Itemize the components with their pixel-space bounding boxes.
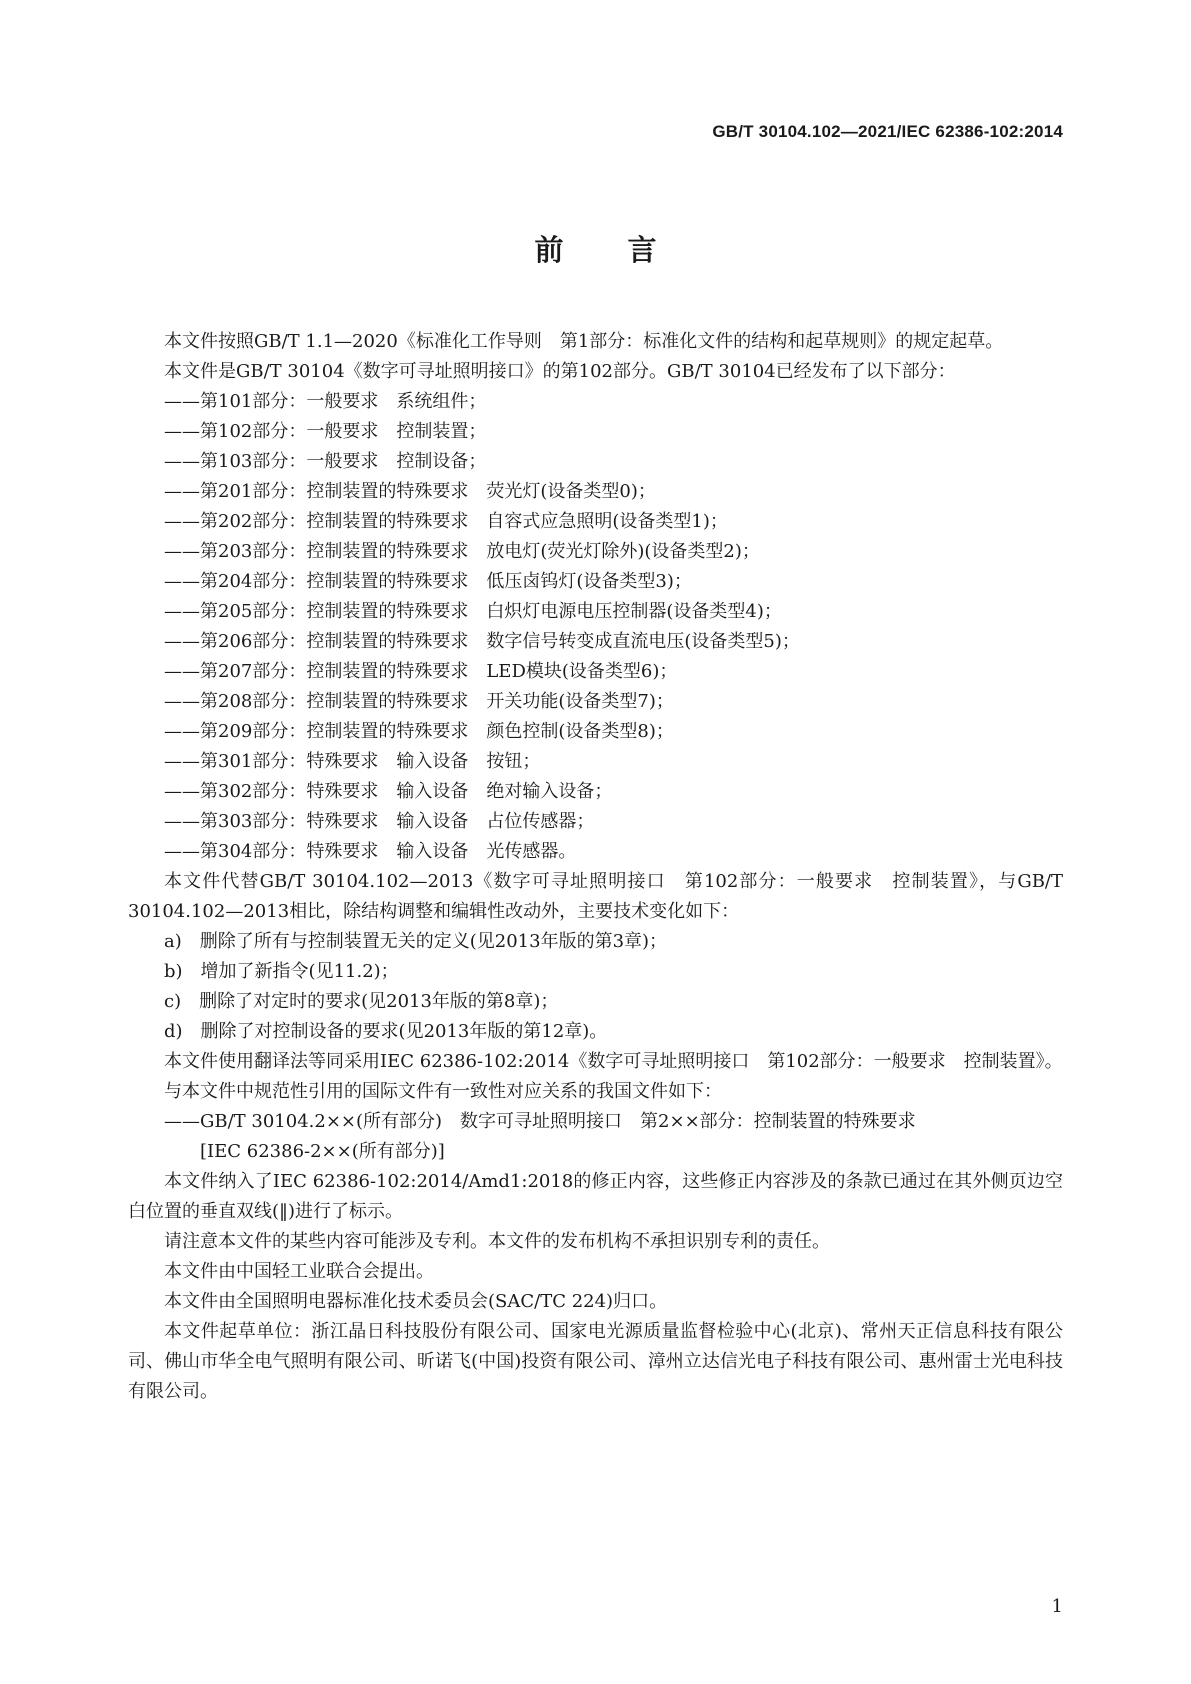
- title-char-left: 前: [534, 233, 564, 267]
- paragraph-adoption: 本文件使用翻译法等同采用IEC 62386-102:2014《数字可寻址照明接口 第102部分：一般要求 控制装置》。: [164, 1051, 1063, 1072]
- page-title: [0, 228, 1191, 269]
- paragraph-correspondence: 与本文件中规范性引用的国际文件有一致性对应关系的我国文件如下：: [164, 1081, 722, 1102]
- list-item-part: ——第207部分：控制装置的特殊要求 LED模块(设备类型6)；: [164, 661, 678, 682]
- list-item-reference: ——GB/T 30104.2××(所有部分) 数字可寻址照明接口 第2××部分：控制装置的特殊要求: [164, 1111, 916, 1132]
- list-item-part: ——第102部分：一般要求 控制装置；: [164, 421, 487, 442]
- list-item-part: ——第303部分：特殊要求 输入设备 占位传感器；: [164, 811, 595, 832]
- list-item-part: ——第101部分：一般要求 系统组件；: [164, 391, 487, 412]
- paragraph-drafting-units: 本文件起草单位：浙江晶日科技股份有限公司、国家电光源质量监督检验中心(北京)、常州天正信息科技有限公司、佛山市华全电气照明有限公司、昕诺飞(中国)投资有限公司、漳州立达信光电子科技有限公司、惠州雷士光电科技有限公司。: [128, 1321, 1063, 1402]
- paragraph-proposed-by: 本文件由中国轻工业联合会提出。: [164, 1261, 434, 1282]
- list-item-part: ——第201部分：控制装置的特殊要求 荧光灯(设备类型0)；: [164, 481, 656, 502]
- standard-number-header: GB/T 30104.102—2021/IEC 62386-102:2014: [712, 122, 1063, 141]
- list-item-part: ——第203部分：控制装置的特殊要求 放电灯(荧光灯除外)(设备类型2)；: [164, 541, 760, 562]
- paragraph-series-intro: 本文件是GB/T 30104《数字可寻址照明接口》的第102部分。GB/T 30104已经发布了以下部分：: [164, 361, 956, 382]
- list-item-change: a) 删除了所有与控制装置无关的定义(见2013年版的第3章)；: [164, 931, 668, 952]
- list-item-part: ——第301部分：特殊要求 输入设备 按钮；: [164, 751, 541, 772]
- list-item-change: d) 删除了对控制设备的要求(见2013年版的第12章)。: [164, 1021, 608, 1042]
- list-item-part: ——第103部分：一般要求 控制设备；: [164, 451, 487, 472]
- list-item-part: ——第205部分：控制装置的特殊要求 白炽灯电源电压控制器(设备类型4)；: [164, 601, 782, 622]
- list-item-change: c) 删除了对定时的要求(见2013年版的第8章)；: [164, 991, 559, 1012]
- list-item-part: ——第304部分：特殊要求 输入设备 光传感器。: [164, 841, 577, 862]
- list-item-part: ——第206部分：控制装置的特殊要求 数字信号转变成直流电压(设备类型5)；: [164, 631, 800, 652]
- list-item-part: ——第209部分：控制装置的特殊要求 颜色控制(设备类型8)；: [164, 721, 674, 742]
- paragraph-drafting-rule: 本文件按照GB/T 1.1—2020《标准化工作导则 第1部分：标准化文件的结构和起草规则》的规定起草。: [164, 331, 1004, 352]
- paragraph-replaces: 本文件代替GB/T 30104.102—2013《数字可寻址照明接口 第102部分：一般要求 控制装置》，与GB/T 30104.102—2013相比，除结构调整和编辑性改动外，主要技术变化如下：: [128, 871, 1063, 922]
- list-item-part: ——第302部分：特殊要求 输入设备 绝对输入设备；: [164, 781, 613, 802]
- list-item-part: ——第202部分：控制装置的特殊要求 自容式应急照明(设备类型1)；: [164, 511, 728, 532]
- paragraph-amendment: 本文件纳入了IEC 62386-102:2014/Amd1:2018的修正内容，这些修正内容涉及的条款已通过在其外侧页边空白位置的垂直双线(‖)进行了标示。: [128, 1171, 1063, 1222]
- paragraph-patent-notice: 请注意本文件的某些内容可能涉及专利。本文件的发布机构不承担识别专利的责任。: [164, 1231, 830, 1252]
- list-item-part: ——第208部分：控制装置的特殊要求 开关功能(设备类型7)；: [164, 691, 674, 712]
- paragraph-technical-committee: 本文件由全国照明电器标准化技术委员会(SAC/TC 224)归口。: [164, 1291, 668, 1312]
- list-item-change: b) 增加了新指令(见11.2)；: [164, 961, 399, 982]
- page-number: 1: [1051, 1596, 1063, 1617]
- list-item-part: ——第204部分：控制装置的特殊要求 低压卤钨灯(设备类型3)；: [164, 571, 692, 592]
- title-char-right: 言: [627, 233, 657, 267]
- list-item-reference-continuation: [IEC 62386-2××(所有部分)]: [200, 1141, 445, 1162]
- preface-body: [128, 327, 1063, 1407]
